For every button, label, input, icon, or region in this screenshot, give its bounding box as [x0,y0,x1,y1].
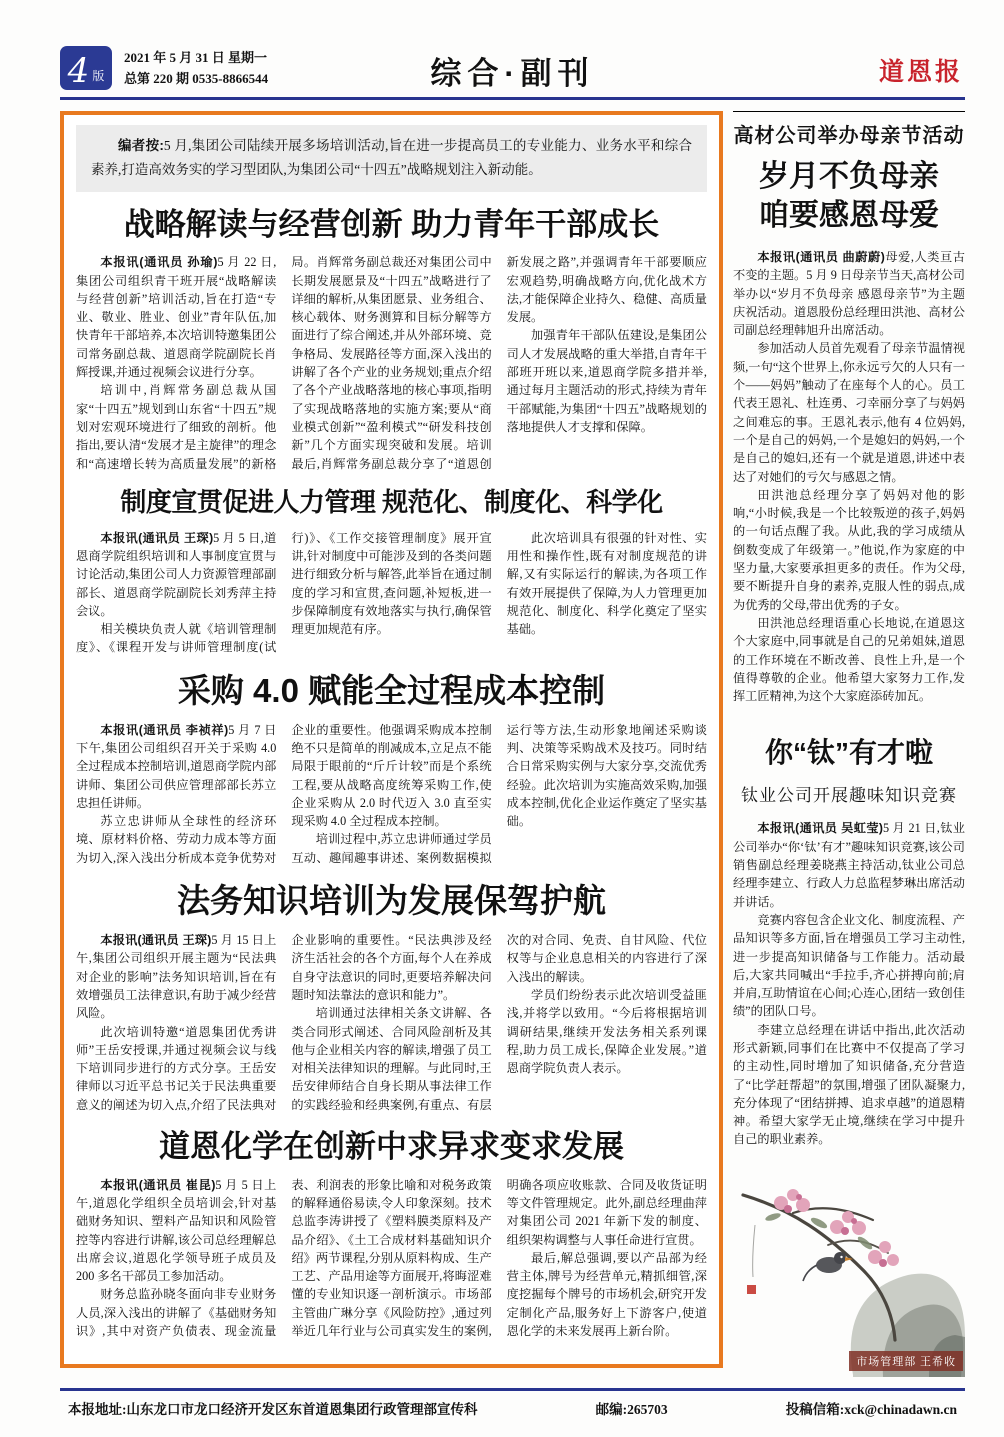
editor-note-label: 编者按: [118,138,164,153]
paragraph: 财务总监孙晓冬面向非专业财务人员,深入浅出的讲解了《基础财务知识》,其中对资产负债表、现金流量表、利润表的形象比喻和对税务政策的解释通俗易读,令人印象深刻。技术总监李涛讲授了《塑料膜类原料及产品介绍》、《土工合成材料基础知识介绍》两节课程,分别从原料构成、生产工艺、产品用途等方面展开,将晦涩难懂的专业知识逐一剖析演示。市场部主管曲广琳分享《风险防控》,通过列举近几年行业与公司真实发生的案例,明确各项应收账款、合同及收货证明等文件管理规定。此外,副总经理曲萍对集团公司 2021 年新下发的制度、组织架构调整与人事任命进行宣贯。 [76,1177,707,1338]
article-body [76,721,707,867]
byline-lead: 本报讯(通讯员 曲蔚蔚) [757,250,885,264]
feature-title [733,157,965,235]
page-number: 4 [67,50,90,91]
paragraph: 相关模块负责人就《培训管理制度》、《课程开发与讲师管理制度(试行)》、《工作交接管理制度》展开宣讲,针对制度中可能涉及到的各类问题进行细致分析与解答,此举旨在通过制度的学习和宣贯,查问题,补短板,进一步保障制度有效地落实与执行,确保管理更加规范有序。 [76,530,492,655]
training-articles-box [60,111,723,1368]
byline-lead: 本报讯(通讯员 王琛) [100,530,214,545]
paragraph: 培训通过法律相关条文讲解、各类合同形式阐述、合同风险剖析及其他与企业相关内容的解读,增强了员工对相关法律知识的理解。与此同时,王岳安律师结合自身长期从事法律工作的实践经验和经典案例,有重点、有层次的对合同、免责、自甘风险、代位权等与企业息息相关的内容进行了深入浅出的解读。 [291,933,707,1112]
bird [803,1252,853,1281]
section-title: 综合·副刊 [430,56,595,91]
ink-painting [733,1165,965,1377]
painting-credit: 市场管理部 王希收 [849,1351,963,1371]
paragraph-text: 5 月 22 日,集团公司组织青干班开展“战略解读与经营创新”培训活动,旨在打造“专业、敬业、胜业、创业”青年队伍,加快青年干部培养,本次培训特邀集团公司常务副总裁、道恩商学院副院长肖辉授课,并通过视频会议进行分享。 [76,255,277,380]
paragraph-text: 5 月 5 日,道恩商学院组织培训和人事制度宣贯与讨论活动,集团公司人力资源管理部副部长、道恩商学院副院长刘秀萍主持会议。 [76,530,277,618]
paragraph [76,1176,276,1286]
sidebar-column [733,111,965,1377]
article-hr-policy-training [76,488,707,657]
masthead-rule [60,97,965,100]
paragraph-text: 5 月 21 日,钛业公司举办“你‘钛’有才”趣味知识竞赛,该公司销售副总经理姜晓燕主持活动,钛业公司总经理李建立、行政人力总监程梦琳出席活动并讲话。 [733,821,965,909]
paragraph-text: 5 月 7 日下午,集团公司组织召开关于采购 4.0 全过程成本控制培训,道恩商学院内部讲师、集团公司供应管理部部长苏立忠担任讲师。 [76,722,277,810]
paragraph: 苏立忠讲师从全球性的经济环境、原材料价格、劳动力成本等方面为切入,深入浅出分析成本竞争优势对企业的重要性。他强调采购成本控制绝不只是简单的削减成本,立足点不能局限于眼前的“斤斤计较”而是个系统工程,要从战略高度统筹采购工作,使企业采购从 2.0 时代迈入 3.0 直至实现采购 4.0 全过程成本控制。 [76,722,492,865]
paragraph [76,253,276,381]
footer-address: 本报地址:山东龙口市龙口经济开发区东首道恩集团行政管理部宣传科 [68,1402,478,1417]
article-body [76,1176,707,1341]
paragraph [76,529,276,620]
footer-mailbox: 投稿信箱:xck@chinadawn.cn [785,1402,957,1417]
paper-name-logo: 道恩报 [878,59,963,86]
article-title: 战略解读与经营创新 助力青年干部成长 [123,206,660,242]
article-daoen-chemical [76,1129,707,1340]
page-number-label: 版 [92,69,105,83]
article-strategy-training [76,207,707,473]
footer-rule [60,1388,965,1391]
byline-lead: 本报讯(通讯员 孙瑜) [100,255,218,270]
paragraph: 加强青年干部队伍建设,是集团公司人才发展战略的重大举措,自青年干部班开班以来,道恩商学院多措并举,通过每月主题活动的形式,持续为青年干部赋能,为集团“十四五”战略规划的落地提供人才支撑和保障。 [506,328,707,434]
quiz-body [733,819,965,1148]
paragraph [76,721,276,812]
paragraph: 最后,解总强调,要以产品部为经营主体,牌号为经营单元,精抓细管,深度挖掘每个牌号的市场机会,研究开发定制化产品,服务好上下游客户,使道恩化学的未来发展再上新台阶。 [506,1250,707,1338]
paragraph: 此次培训具有很强的针对性、实用性和操作性,既有对制度规范的讲解,又有实际运行的解读,为各项工作有效开展提供了保障,为人力管理更加规范化、制度化、科学化奠定了坚实基础。 [506,530,707,637]
article-procurement-training [76,672,707,867]
paragraph [76,931,276,1022]
paragraph-text: 母爱,人类亘古不变的主题。5 月 9 日母亲节当天,高材公司举办以“岁月不负母亲 感恩母亲节”为主题庆祝活动。道恩股份总经理田洪池、高材公司副总经理韩旭升出席活动。 [733,250,965,338]
paragraph: 竞赛内容包含企业文化、制度流程、产品知识等多方面,旨在增强员工学习主动性,进一步提高知识储备与工作能力。活动最后,大家共同喊出“手拉手,齐心拼搏向前;肩并肩,互助情谊在心间;心连心,团结一致创佳绩”的团队口号。 [733,912,965,1019]
article-title: 法务知识培训为发展保驾护航 [177,882,606,920]
paragraph-text: 5 月 15 日上午,集团公司组织开展主题为“民法典对企业的影响”法务知识培训,旨在有效增强员工法律意识,有助于减少经营风险。 [76,933,277,1021]
byline-lead: 本报讯(通讯员 李祯祥) [100,722,229,737]
paragraph-text: 5 月 5 日上午,道恩化学组织全员培训会,针对基础财务知识、塑料产品知识和风险管控等内容进行讲解,该公司总经理解总出席会议,道恩化学领导班子成员及 200 多名干部员工参加活动。 [76,1177,277,1284]
article-body [76,253,707,473]
editor-note [76,125,707,192]
article-title: 采购 4.0 赋能全过程成本控制 [177,671,606,709]
issue-line: 总第 220 期 0535-8866544 [124,70,269,86]
footer-postcode: 邮编:265703 [595,1402,668,1417]
byline-lead: 本报讯(通讯员 吴虹莹) [757,821,883,836]
article-title: 制度宣贯促进人力管理 规范化、制度化、科学化 [120,486,663,517]
paragraph [733,819,965,910]
article-legal-training [76,882,707,1114]
editor-note-text: 5 月,集团公司陆续开展多场培训活动,旨在进一步提高员工的专业能力、业务水平和综合素养,打造高效务实的学习型团队,为集团公司“十四五”战略规划注入新动能。 [91,138,693,178]
article-title: 道恩化学在创新中求异求变求发展 [159,1128,624,1164]
masthead [60,44,965,94]
article-body [76,931,707,1114]
byline-lead: 本报讯(通讯员 崔昆) [100,1177,216,1192]
paragraph: 此次培训特邀“道恩集团优秀讲师”王岳安授课,并通过视频会议与线下培训同步进行的方式分享。王岳安律师以习近平总书记关于民法典重要意义的阐述为切入点,介绍了民法典对企业影响的重要性。“民法典涉及经济生活社会的各个方面,每个人在养成自身守法意识的同时,更要培养解决问题时知法靠法的意识和能力”。 [76,933,492,1112]
date-line: 2021 年 5 月 31 日 星期一 [124,50,268,65]
feature-body [733,248,965,705]
paragraph: 培训中,肖辉常务副总裁从国家“十四五”规划到山东省“十四五”规划对宏观环境进行了细致的剖析。他指出,要认清“发展才是主旋律”的理念和“高速增长转为高质量发展”的新格局。肖辉常务副总裁还对集团公司中长期发展愿景及“十四五”战略进行了详细的解析,从集团愿景、业务组合、核心载体、财务测算和目标分解等方面进行了综合阐述,并从外部环境、竞争格局、发展路径等方面,深入浅出的讲解了各个产业的业务规划;重点介绍了各个产业战略落地的核心事项,指明了实现战略落地的实施方案;要从“商业模式创新”“盈利模式”“研发科技创新”几个方面实现突破和发展。培训最后,肖辉常务副总裁分享了“道恩创新发展之路”,并强调青年干部要顺应宏观趋势,明确战略方向,优化战术方法,才能保障企业持久、稳健、高质量发展。 [76,255,707,471]
quiz-subtitle: 钛业公司开展趣味知识竞赛 [741,786,957,806]
feature-title-line1: 岁月不负母亲 [759,160,939,193]
paragraph: 李建立总经理在讲话中指出,此次活动形式新颖,同事们在比赛中不仅提高了学习的主动性,同时增加了知识储备,充分营造了“比学赶帮超”的氛围,增强了团队凝聚力,充分体现了“团结拼搏、追求卓越”的道恩精神。希望大家学无止境,继续在学习中提升自己的职业素养。 [733,1022,965,1147]
paragraph: 学员们纷纷表示此次培训受益匪浅,并将学以致用。“今后将根据培训调研结果,继续开发法务相关系列课程,助力员工成长,保障企业发展。”道恩商学院负责人表示。 [506,987,707,1076]
paragraph: 培训过程中,苏立忠讲师通过学员互动、趣闻趣事讲述、案例数据模拟运行等方法,生动形象地阐述采购谈判、决策等采购战术及技巧。同时结合日常采购实例与大家分享,交流优秀经验。此次培训为实施高效采购,加强成本控制,优化企业运作奠定了坚实基础。 [291,722,707,865]
paragraph [733,248,965,339]
byline-lead: 本报讯(通讯员 王琛) [100,933,212,948]
paragraph: 参加活动人员首先观看了母亲节温情视频,一句“这个世界上,你永远亏欠的人只有一个——妈妈”触动了在座每个人的心。员工代表王恩礼、杜连勇、刁幸丽分享了与妈妈之间难忘的事。王恩礼表示,他有 4 位妈妈,一个是自己的妈妈,一个是媳妇的妈妈,一个是自己的媳妇,还有一个就是道恩,讲述中表达了对她们的亏欠与感恩之情。 [733,341,965,484]
footer [60,1398,965,1418]
paragraph: 田洪池总经理分享了妈妈对他的影响,“小时候,我是一个比较叛逆的孩子,妈妈的一句话点醒了我。从此,我的学习成绩从倒数变成了年级第一。”他说,作为家庭的中坚力量,大家要承担更多的责任。作为父母,要不断提升自身的素养,克服人性的弱点,成为优秀的父母,带出优秀的子女。 [733,487,965,612]
quiz-title: 你“钛”有才啦 [764,737,933,769]
mothers-day-kicker: 高材公司举办母亲节活动 [733,125,965,147]
paragraph: 田洪池总经理语重心长地说,在道恩这个大家庭中,同事就是自己的兄弟姐妹,道恩的工作环境在不断改善、良性上升,是一个值得尊敬的企业。他希望大家努力工作,发挥工匠精神,为这个大家庭添砖加瓦。 [733,615,965,704]
article-body [76,529,707,657]
ink-painting-art [733,1165,965,1377]
feature-title-line2: 咱要感恩母爱 [759,199,939,232]
